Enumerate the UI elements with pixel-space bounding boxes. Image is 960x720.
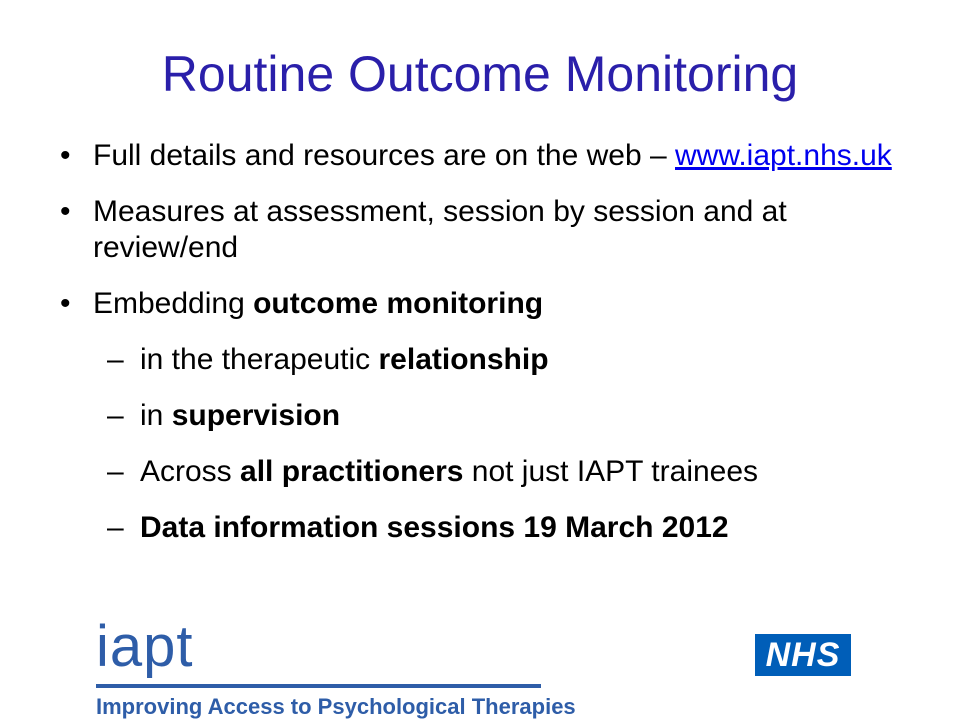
nhs-logo: NHS: [755, 634, 851, 676]
subbullet-dash: –: [107, 455, 124, 488]
iapt-website-link[interactable]: www.iapt.nhs.uk: [675, 139, 892, 172]
subbullet-dash: –: [107, 343, 124, 376]
subbullet-bold-text: relationship: [378, 343, 549, 376]
bullet-measures: [60, 194, 930, 266]
bullet-text: Full details and resources are on the web –: [93, 139, 675, 172]
subbullet-dash: –: [107, 399, 124, 432]
bullet-embedding: [60, 286, 930, 322]
subbullet-bold-text: Data information sessions 19 March 2012: [140, 511, 729, 544]
subbullet-dash: –: [107, 511, 124, 544]
subbullet-relationship: [60, 342, 930, 378]
bullet-text: Measures at assessment, session by session and at review/end: [93, 195, 787, 264]
bullet-dot: •: [60, 287, 71, 320]
subbullet-data-sessions: [60, 510, 930, 546]
iapt-logo-tagline: Improving Access to Psychological Therapies: [96, 694, 576, 719]
slide-content: [60, 138, 930, 546]
subbullet-text: in: [140, 399, 172, 432]
iapt-logo: [96, 614, 576, 719]
subbullet-text: in the therapeutic: [140, 343, 379, 376]
subbullet-bold-text: all practitioners: [240, 455, 464, 488]
bullet-dot: •: [60, 195, 71, 228]
iapt-logo-word: iapt: [96, 614, 194, 679]
subbullet-supervision: [60, 398, 930, 434]
slide-title: Routine Outcome Monitoring: [161, 46, 799, 102]
bullet-text: Embedding: [93, 287, 254, 320]
subbullet-bold-text: supervision: [171, 399, 341, 432]
subbullet-text: Across: [140, 455, 241, 488]
bullet-bold-text: outcome monitoring: [253, 287, 544, 320]
subbullet-practitioners: [60, 454, 930, 490]
bullet-web-resources: [60, 138, 930, 174]
iapt-logo-underline: [96, 684, 541, 688]
subbullet-text: not just IAPT trainees: [463, 455, 759, 488]
bullet-dot: •: [60, 139, 71, 172]
